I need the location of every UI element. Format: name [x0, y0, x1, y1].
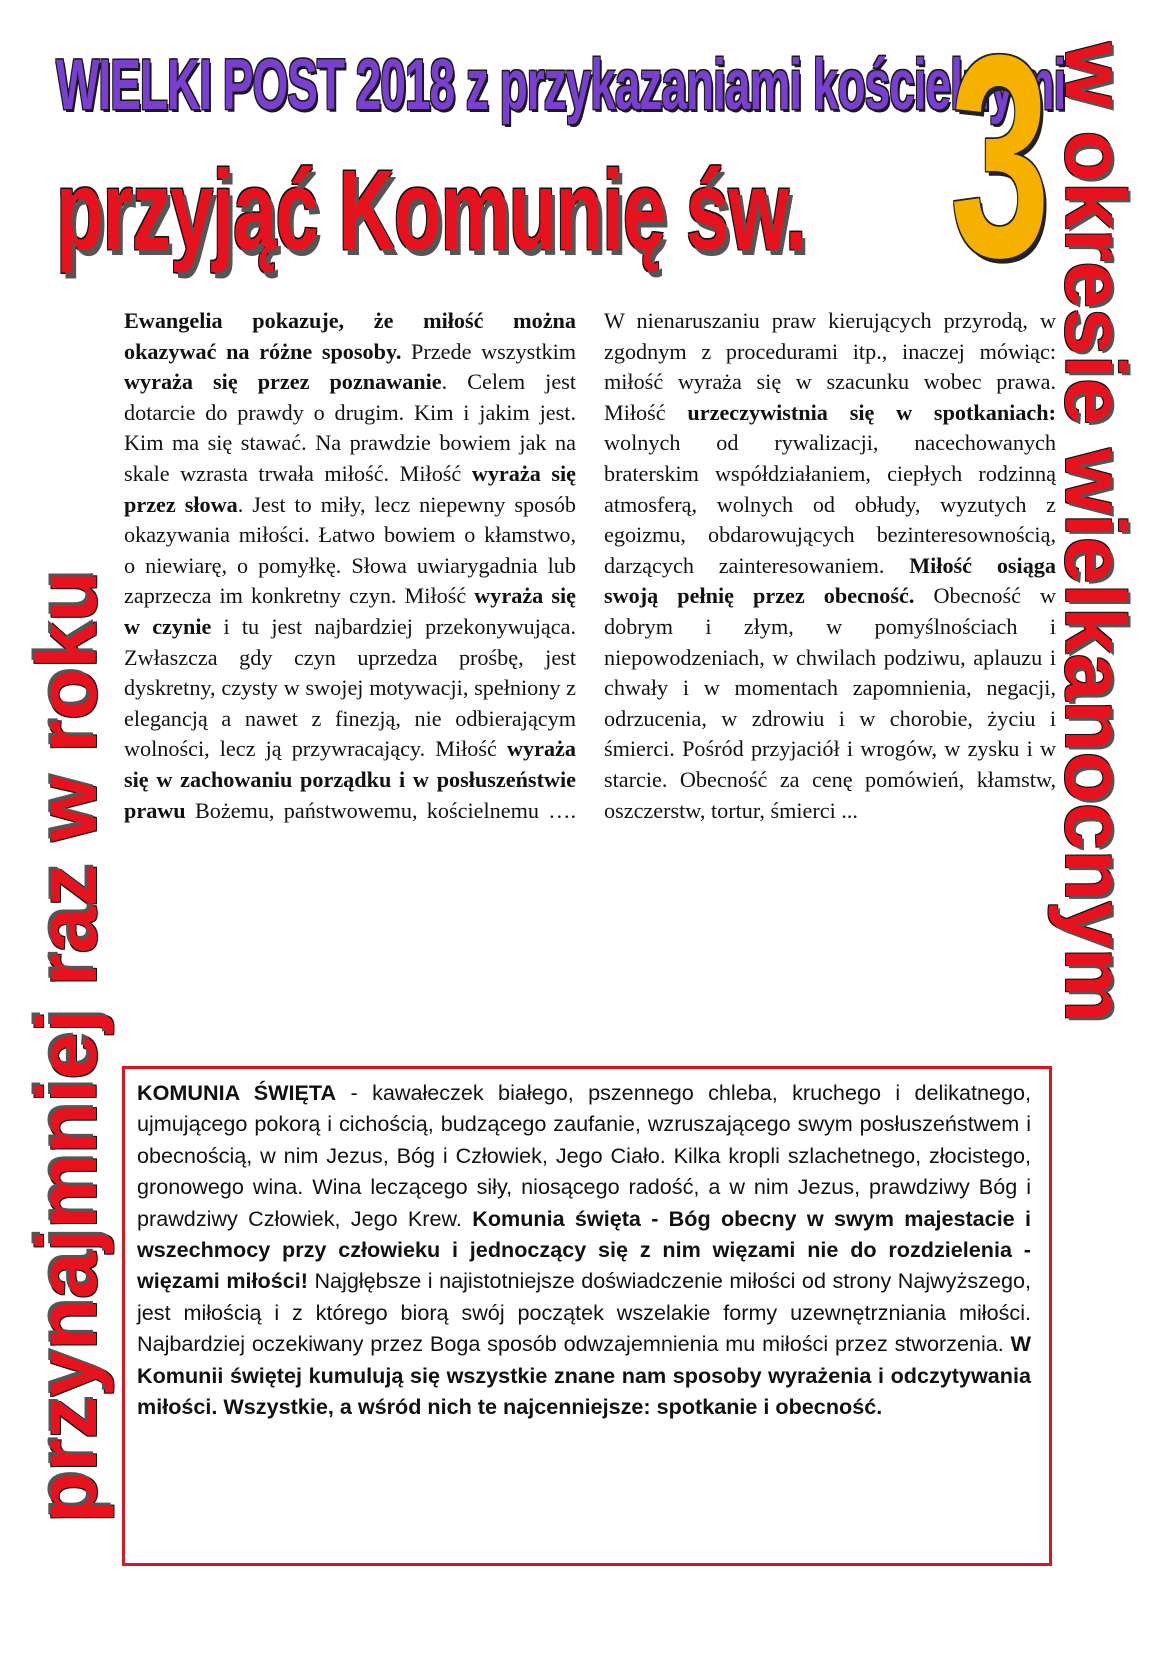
side-caption-left: przynajmniej raz w roku [20, 570, 114, 1523]
communion-text-run: Najgłębsze i najistotniejsze doświadczenie miłości od strony Najwyższego, jest miłością i z którego biorą swój początek wszelakie formy uzewnętrzniania miłości. Najbardziej oczekiwany przez Boga sposób odwzajemnienia mu miłości przez stworzenia. [137, 1268, 1031, 1357]
article-emphasis: wyraża się przez słowa [124, 460, 576, 517]
article-text-run: . Jest to miły, lecz niepewny sposób okazywania miłości. Łatwo bowiem o kłamstwo, o niewiarę, o pomyłkę. Słowa uwiarygadnia lub zaprzecza im konkretny czyn. Miłość [124, 491, 577, 609]
commandment-number: 3 [949, 0, 1051, 319]
article-text-run: wolnych od rywalizacji, nacechowanych braterskim współdziałaniem, ciepłych rodzinną atmosferą, wolnych od obłudy, wyzutych z egoizmu, obdarowujących bezinteresownością, darzących zainteresowaniem. [604, 430, 1056, 578]
communion-emphasis: W Komunii świętej kumulują się wszystkie znane nam sposoby wyrażenia i odczytywania miłości. Wszystkie, a wśród nich te najcenniejsze: spotkanie i obecność. [137, 1331, 1031, 1420]
article-text-run: Obecność w dobrym i złym, w pomyślnościach i niepowodzeniach, w chwilach podziwu, aplauzu i chwały i w momentach zapomnienia, negacji, odrzucenia, w zdrowiu i w chorobie, życiu i śmierci. Pośród przyjaciół i wrogów, w zysku i w starcie. Obecność za cenę pomówień, kłamstw, oszczerstw, tortur, śmierci ... [604, 583, 1056, 823]
communion-emphasis: Komunia święta - Bóg obecny w swym majestacie i wszechmocy przy człowieku i jednoczący się z nim więzami nie do rozdzielenia - więzami miłości! [137, 1205, 1031, 1294]
communion-text-run: - kawałeczek białego, pszennego chleba, kruchego i delikatnego, ujmującego pokorą i cichością, budzącego zaufanie, wzruszającego swym posłuszeństwem i obecnością, w nim Jezus, Bóg i Człowiek, Jego Ciało. Kilka kropli szlachetnego, złocistego, gronowego wina. Wina leczącego siły, niosącego radość, a w nim Jezus, prawdziwy Bóg i prawdziwy Człowiek, Jego Krew. [137, 1080, 1031, 1231]
article-text-run: Bożemu, państwowemu, kościelnemu …. W nienaruszaniu praw kierujących przyrodą, w zgodnym z procedurami itp., inaczej mówiąc: miłość wyraża się w szacunku wobec prawa. Miłość [185, 308, 1056, 823]
article-emphasis: wyraża się w czynie [124, 583, 576, 639]
communion-box [122, 1066, 1052, 1566]
article-text-run: Przede wszystkim [401, 338, 576, 364]
article-body [124, 306, 1056, 1006]
article-text-run: . Celem jest dotarcie do prawdy o drugim. Kim i jakim jest. Kim ma się stawać. Na prawdzie bowiem jak na skale wzrasta trwała miłość. Miłość [124, 369, 576, 486]
article-emphasis: urzeczywistnia się w spotkaniach: [687, 399, 1056, 425]
communion-text [137, 1077, 1031, 1422]
article-text-run: i tu jest najbardziej przekonywująca. Zwłaszcza gdy czyn uprzedza prośbę, jest dyskretny, czysty w swojej motywacji, spełniony z elegancją a nawet z finezją, nie odbierającym wolności, lecz ją przywracający. Miłość [124, 613, 576, 762]
article-emphasis: wyraża się w zachowaniu porządku i w posłuszeństwie prawu [124, 736, 576, 823]
communion-heading: KOMUNIA ŚWIĘTA [137, 1080, 337, 1105]
article-lead: Ewangelia pokazuje, że miłość można okazywać na różne sposoby. [124, 308, 576, 364]
article-text [124, 306, 1056, 826]
side-caption-right: w okresie wielkanocnym [1048, 42, 1142, 1023]
lent-title: WIELKI POST 2018 z przykazaniami kościelnymi [56, 43, 1066, 125]
article-emphasis: wyraża się przez poznawanie [124, 369, 442, 395]
article-emphasis: Miłość osiąga swoją pełnię przez obecność. [604, 552, 1056, 609]
page-title: przyjąć Komunię św. [56, 146, 806, 274]
